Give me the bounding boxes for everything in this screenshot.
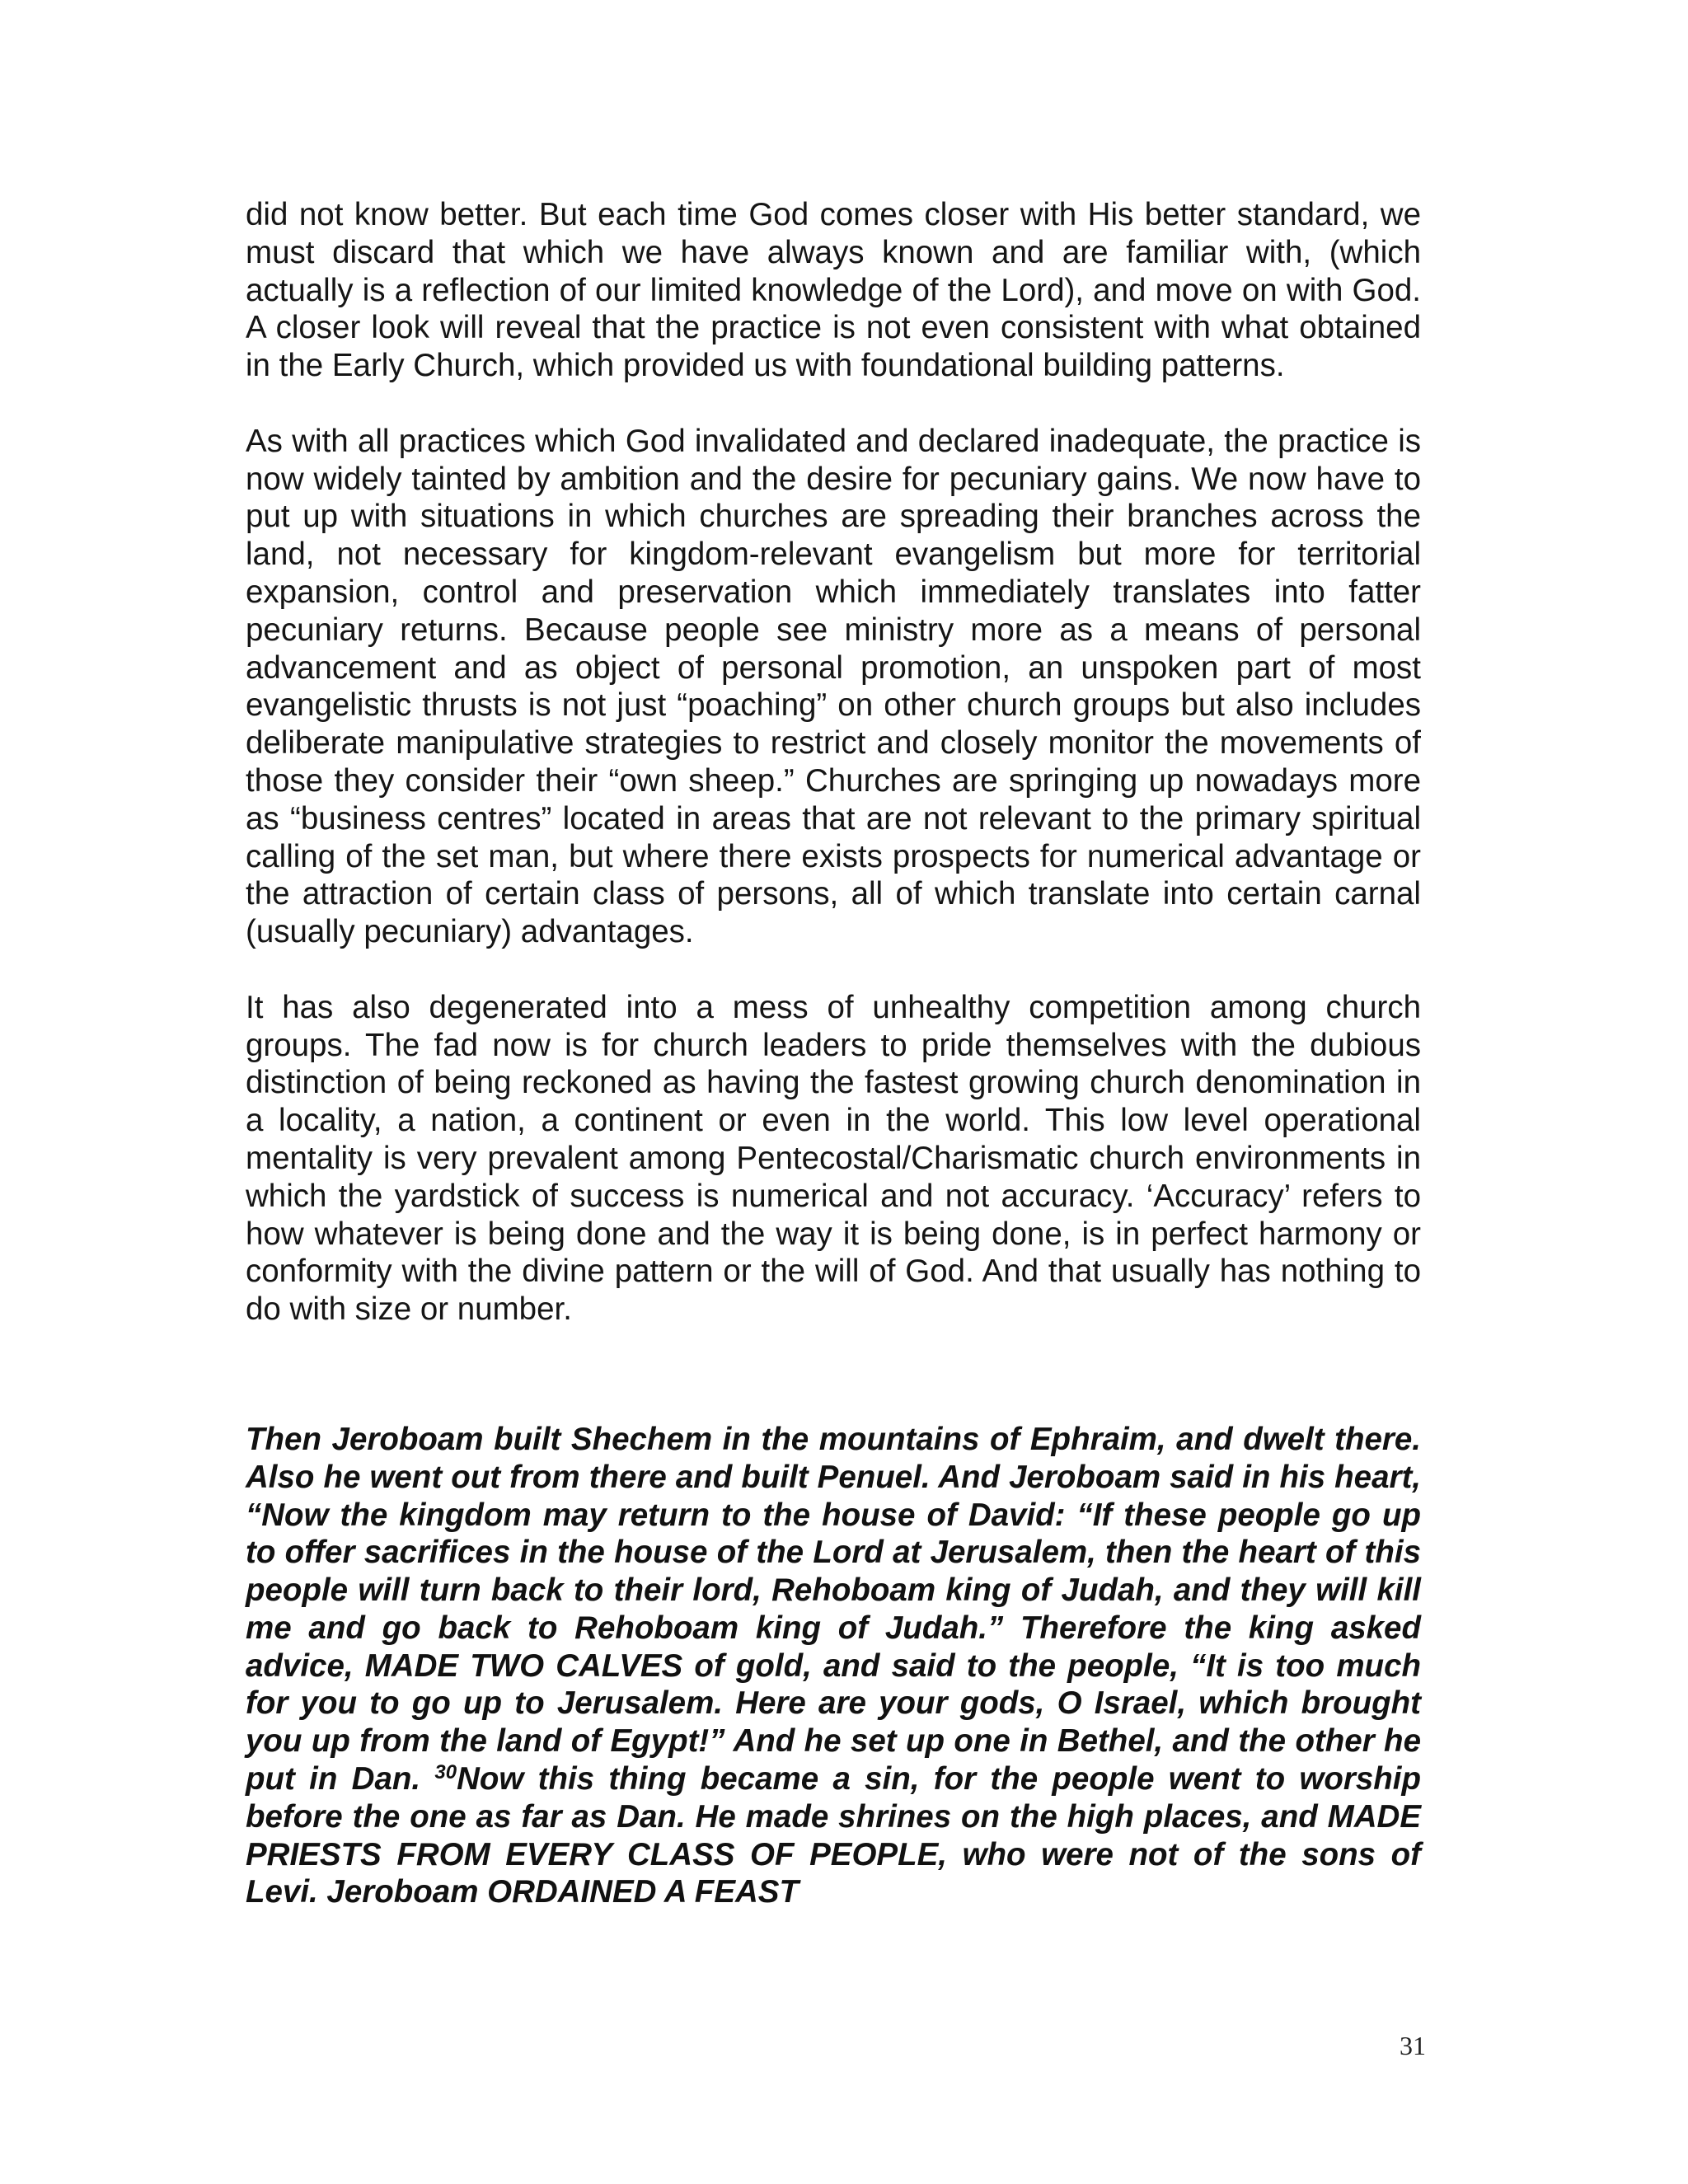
body-paragraph-1: did not know better. But each time God comes closer with His better standard, we must discard that which we have always known and are familiar with, (which actually is a reflection of our limited knowledge of the Lord), and move on with God. A closer look will reveal that the practice is not even consistent with what obtained in the Early Church, which provided us with foundational building patterns. [246,197,1421,384]
scripture-quote-part-2: Now this thing became a sin, for the people went to worship before the one as far as Dan. He made shrines on the high places, and MADE PRIESTS FROM EVERY CLASS OF PEOPLE, who were not of the sons of Levi. Jeroboam ORDAINED A FEAST [246,1761,1421,1910]
body-paragraph-3: It has also degenerated into a mess of unhealthy competition among church groups. The fad now is for church leaders to pride themselves with the dubious distinction of being reckoned as having the fastest growing church denomination in a locality, a nation, a continent or even in the world. This low level operational mentality is very prevalent among Pentecostal/Charismatic church environments in which the yardstick of success is numerical and not accuracy. ‘Accuracy’ refers to how whatever is being done and the way it is being done, is in perfect harmony or conformity with the divine pattern or the will of God. And that usually has nothing to do with size or number. [246,989,1421,1328]
scripture-quote-part-1: Then Jeroboam built Shechem in the mountains of Ephraim, and dwelt there. Also he went out from there and built Penuel. And Jeroboam said in his heart, “Now the kingdom may return to the house of David: “If these people go up to offer sacrifices in the house of the Lord at Jerusalem, then the heart of this people will turn back to their lord, Rehoboam king of Judah, and they will kill me and go back to Rehoboam king of Judah.” Therefore the king asked advice, MADE TWO CALVES of gold, and said to the people, “It is too much for you to go up to Jerusalem. Here are your gods, O Israel, which brought you up from the land of Egypt!” And he set up one in Bethel, and the other he put in Dan. [246,1421,1421,1797]
body-paragraph-2: As with all practices which God invalidated and declared inadequate, the practice is now widely tainted by ambition and the desire for pecuniary gains. We now have to put up with situations in which churches are spreading their branches across the land, not necessary for kingdom-relevant evangelism but more for territorial expansion, control and preservation which immediately translates into fatter pecuniary returns. Because people see ministry more as a means of personal advancement and as object of personal promotion, an unspoken part of most evangelistic thrusts is not just “poaching” on other church groups but also includes deliberate manipulative strategies to restrict and closely monitor the movements of those they consider their “own sheep.” Churches are springing up nowadays more as “business centres” located in areas that are not relevant to the primary spiritual calling of the set man, but where there exists prospects for numerical advantage or the attraction of certain class of persons, all of which translate into certain carnal (usually pecuniary) advantages. [246,423,1421,950]
scripture-quote [246,1421,1421,1911]
verse-number: 30 [434,1760,457,1783]
page-content [246,196,1421,1911]
page-number: 31 [1400,2031,1426,2060]
